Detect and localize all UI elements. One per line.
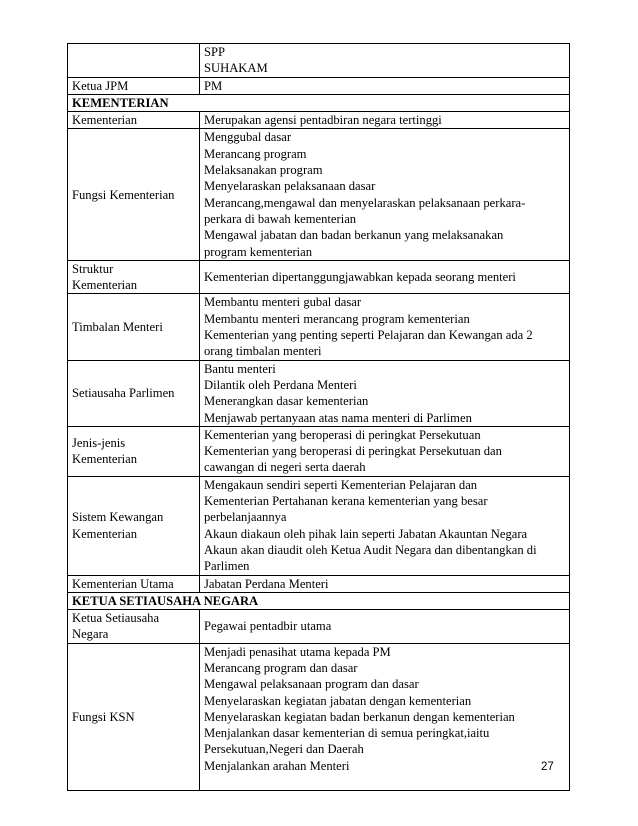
row-value: Kementerian dipertanggungjawabkan kepada seorang menteri (200, 260, 570, 294)
content-line: Menjalankan dasar kementerian di semua peringkat,iaitu (204, 726, 490, 741)
label-line: Kementerian (72, 452, 138, 467)
label-line: Sistem Kewangan (72, 510, 164, 525)
row-content (200, 476, 570, 575)
content-line: program kementerian (204, 244, 313, 259)
content-line: Kementerian yang penting seperti Pelajaran dan Kewangan ada 2 (204, 328, 533, 343)
label-line: Kementerian (72, 526, 138, 541)
table-row-kementerian (68, 112, 570, 129)
content-line: Membantu menteri merancang program kementerian (204, 311, 470, 326)
label-line: Kementerian (72, 278, 138, 293)
content-line: Bantu menteri (204, 361, 276, 376)
content-line: Parlimen (204, 559, 250, 574)
table-row-fungsi-ksn (68, 643, 570, 791)
table-row-fungsi-kementerian (68, 129, 570, 260)
section-header-kementerian (68, 94, 570, 111)
table-row-top (68, 44, 570, 78)
content-line: Dilantik oleh Perdana Menteri (204, 377, 357, 392)
content-line: Menggubal dasar (204, 130, 292, 145)
row-label: Timbalan Menteri (68, 294, 200, 360)
content-line: Membantu menteri gubal dasar (204, 295, 362, 310)
content-line: Menjalankan arahan Menteri (204, 758, 350, 773)
row-content (200, 360, 570, 426)
row-label: Setiausaha Parlimen (68, 360, 200, 426)
table-row-ketua-jpm (68, 77, 570, 94)
content-line: Merancang program (204, 146, 307, 161)
content-line: cawangan di negeri serta daerah (204, 460, 366, 475)
row-label: Kementerian (68, 112, 200, 129)
row-label-empty (68, 44, 200, 78)
content-line: perkara di bawah kementerian (204, 211, 357, 226)
row-content (200, 294, 570, 360)
table-row-jenis-kementerian (68, 426, 570, 476)
section-title: KEMENTERIAN (68, 94, 570, 111)
content-line: Kementerian Pertahanan kerana kementerian yang besar (204, 494, 488, 509)
content-line: Akaun diakaun oleh pihak lain seperti Jabatan Akauntan Negara (204, 526, 528, 541)
section-title: KETUA SETIAUSAHA NEGARA (68, 592, 570, 609)
content-line: Melaksanakan program (204, 163, 323, 178)
table-row-sistem-kewangan (68, 476, 570, 575)
content-line: Menyelaraskan kegiatan jabatan dengan kementerian (204, 693, 472, 708)
row-value: Pegawai pentadbir utama (200, 610, 570, 644)
row-value: Jabatan Perdana Menteri (200, 575, 570, 592)
table-row-kementerian-utama (68, 575, 570, 592)
content-line-spacer (204, 774, 566, 790)
row-label (68, 476, 200, 575)
label-line: Negara (72, 627, 109, 642)
row-value: PM (200, 77, 570, 94)
content-line: orang timbalan menteri (204, 344, 322, 359)
table-row-ketua-setiausaha (68, 610, 570, 644)
notes-table (67, 43, 570, 791)
row-content (200, 129, 570, 260)
content-line: Menerangkan dasar kementerian (204, 394, 369, 409)
label-line: Jenis-jenis (72, 435, 126, 450)
table-row-setiausaha-parlimen (68, 360, 570, 426)
content-line: Mengakaun sendiri seperti Kementerian Pelajaran dan (204, 477, 478, 492)
content-line: SUHAKAM (204, 61, 268, 76)
table-row-struktur-kementerian (68, 260, 570, 294)
table-row-timbalan-menteri (68, 294, 570, 360)
content-line: Mengawal pelaksanaan program dan dasar (204, 677, 419, 692)
content-line: Mengawal jabatan dan badan berkanun yang melaksanakan (204, 228, 504, 243)
row-label: Fungsi KSN (68, 643, 200, 791)
content-line: Akaun akan diaudit oleh Ketua Audit Negara dan dibentangkan di (204, 542, 537, 557)
label-line: Struktur (72, 261, 114, 276)
label-line: Ketua Setiausaha (72, 611, 160, 626)
page-number: 27 (541, 761, 554, 773)
row-value: Merupakan agensi pentadbiran negara tertinggi (200, 112, 570, 129)
section-header-ksn (68, 592, 570, 609)
content-line: Merancang,mengawal dan menyelaraskan pelaksanaan perkara- (204, 195, 526, 210)
row-label: Kementerian Utama (68, 575, 200, 592)
content-line: Merancang program dan dasar (204, 660, 358, 675)
content-line: Kementerian yang beroperasi di peringkat Persekutuan (204, 427, 481, 442)
content-line: Menjadi penasihat utama kepada PM (204, 644, 391, 659)
row-label (68, 610, 200, 644)
content-line: Menjawab pertanyaan atas nama menteri di Parlimen (204, 410, 472, 425)
content-line: Kementerian yang beroperasi di peringkat Persekutuan dan (204, 444, 502, 459)
row-content-top (200, 44, 570, 78)
content-line: Menyelaraskan pelaksanaan dasar (204, 179, 376, 194)
content-line: Persekutuan,Negeri dan Daerah (204, 742, 364, 757)
row-label (68, 426, 200, 476)
row-content (200, 426, 570, 476)
row-label: Fungsi Kementerian (68, 129, 200, 260)
row-content (200, 643, 570, 791)
row-label (68, 260, 200, 294)
content-line: SPP (204, 45, 226, 59)
content-line: perbelanjaannya (204, 510, 287, 525)
content-line: Menyelaraskan kegiatan badan berkanun dengan kementerian (204, 709, 515, 724)
row-label: Ketua JPM (68, 77, 200, 94)
